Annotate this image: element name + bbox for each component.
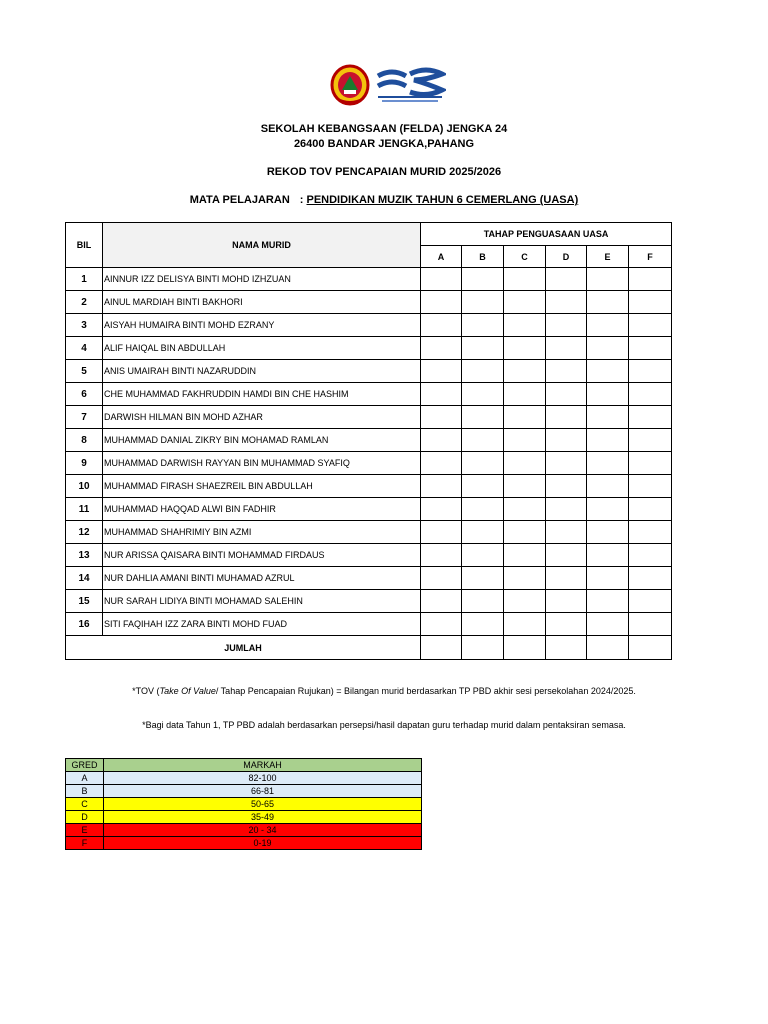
grade-row <box>66 837 422 850</box>
row-number: 12 <box>66 521 103 544</box>
row-number: 3 <box>66 314 103 337</box>
level-cell-c[interactable] <box>504 268 546 291</box>
row-number: 9 <box>66 452 103 475</box>
grade-letter: D <box>66 811 104 824</box>
grade-letter: C <box>66 798 104 811</box>
level-cell-a[interactable] <box>421 452 462 475</box>
level-cell-e[interactable] <box>587 590 629 613</box>
school-address: 26400 BANDAR JENGKA,PAHANG <box>293 138 475 150</box>
table-row <box>66 567 672 590</box>
level-header-e: E <box>587 246 629 268</box>
level-cell-b[interactable] <box>462 475 504 498</box>
level-cell-a[interactable] <box>421 590 462 613</box>
total-cell-a[interactable] <box>421 636 462 660</box>
level-cell-f[interactable] <box>629 406 672 429</box>
subject-label: MATA PELAJARAN <box>189 194 290 206</box>
level-cell-c[interactable] <box>504 452 546 475</box>
level-cell-e[interactable] <box>587 337 629 360</box>
level-cell-b[interactable] <box>462 613 504 636</box>
student-name: NUR SARAH LIDIYA BINTI MOHAMAD SALEHIN <box>103 590 421 613</box>
student-name: ALIF HAIQAL BIN ABDULLAH <box>103 337 421 360</box>
col-bil-header: BIL <box>66 223 103 268</box>
table-row <box>66 613 672 636</box>
table-row <box>66 406 672 429</box>
level-cell-c[interactable] <box>504 521 546 544</box>
ppd-logo-icon <box>374 66 446 106</box>
level-cell-f[interactable] <box>629 383 672 406</box>
level-cell-c[interactable] <box>504 360 546 383</box>
level-cell-b[interactable] <box>462 291 504 314</box>
level-cell-e[interactable] <box>587 429 629 452</box>
record-title: REKOD TOV PENCAPAIAN MURID 2025/2026 <box>266 166 502 178</box>
level-cell-e[interactable] <box>587 498 629 521</box>
row-number: 14 <box>66 567 103 590</box>
level-cell-d[interactable] <box>546 383 587 406</box>
level-cell-a[interactable] <box>421 383 462 406</box>
tov-note-suffix: / Tahap Pencapaian Rujukan) = Bilangan murid berdasarkan TP PBD akhir sesi persekolahan 2024/2025. <box>215 686 636 696</box>
row-number: 8 <box>66 429 103 452</box>
table-row <box>66 498 672 521</box>
level-cell-b[interactable] <box>462 544 504 567</box>
student-name: MUHAMMAD DANIAL ZIKRY BIN MOHAMAD RAMLAN <box>103 429 421 452</box>
level-cell-f[interactable] <box>629 613 672 636</box>
row-number: 15 <box>66 590 103 613</box>
grade-marks: 66-81 <box>104 785 422 798</box>
level-header-c: C <box>504 246 546 268</box>
total-cell-e[interactable] <box>587 636 629 660</box>
total-cell-d[interactable] <box>546 636 587 660</box>
level-cell-f[interactable] <box>629 291 672 314</box>
row-number: 6 <box>66 383 103 406</box>
level-cell-d[interactable] <box>546 613 587 636</box>
level-cell-e[interactable] <box>587 383 629 406</box>
level-cell-e[interactable] <box>587 521 629 544</box>
subject-value: PENDIDIKAN MUZIK TAHUN 6 CEMERLANG (UASA) <box>306 194 579 206</box>
table-row <box>66 314 672 337</box>
level-cell-d[interactable] <box>546 337 587 360</box>
level-cell-c[interactable] <box>504 498 546 521</box>
grade-row <box>66 798 422 811</box>
level-cell-b[interactable] <box>462 268 504 291</box>
grade-marks: 82-100 <box>104 772 422 785</box>
level-cell-f[interactable] <box>629 521 672 544</box>
student-name: AINUL MARDIAH BINTI BAKHORI <box>103 291 421 314</box>
level-cell-a[interactable] <box>421 314 462 337</box>
level-cell-f[interactable] <box>629 314 672 337</box>
grade-marks: 35-49 <box>104 811 422 824</box>
level-cell-b[interactable] <box>462 406 504 429</box>
level-cell-a[interactable] <box>421 337 462 360</box>
level-cell-f[interactable] <box>629 567 672 590</box>
school-name: SEKOLAH KEBANGSAAN (FELDA) JENGKA 24 <box>260 123 508 135</box>
grade-row <box>66 824 422 837</box>
table-row <box>66 383 672 406</box>
level-cell-a[interactable] <box>421 268 462 291</box>
grade-header: GRED <box>66 759 104 772</box>
level-cell-d[interactable] <box>546 429 587 452</box>
level-cell-f[interactable] <box>629 429 672 452</box>
level-cell-d[interactable] <box>546 452 587 475</box>
total-cell-b[interactable] <box>462 636 504 660</box>
level-cell-a[interactable] <box>421 498 462 521</box>
student-name: MUHAMMAD HAQQAD ALWI BIN FADHIR <box>103 498 421 521</box>
table-row <box>66 291 672 314</box>
grade-marks: 50-65 <box>104 798 422 811</box>
student-name: NUR DAHLIA AMANI BINTI MUHAMAD AZRUL <box>103 567 421 590</box>
tov-note-italic: Take Of Value <box>159 686 216 696</box>
table-row <box>66 429 672 452</box>
table-row <box>66 360 672 383</box>
level-cell-a[interactable] <box>421 544 462 567</box>
level-cell-b[interactable] <box>462 383 504 406</box>
tov-note-prefix: *TOV ( <box>132 686 160 696</box>
level-cell-f[interactable] <box>629 498 672 521</box>
level-cell-a[interactable] <box>421 291 462 314</box>
level-cell-b[interactable] <box>462 429 504 452</box>
level-cell-e[interactable] <box>587 291 629 314</box>
col-group-header: TAHAP PENGUASAAN UASA <box>421 223 672 246</box>
level-cell-f[interactable] <box>629 337 672 360</box>
level-header-b: B <box>462 246 504 268</box>
level-cell-e[interactable] <box>587 544 629 567</box>
table-row <box>66 475 672 498</box>
table-row <box>66 452 672 475</box>
grade-row <box>66 785 422 798</box>
level-cell-b[interactable] <box>462 567 504 590</box>
level-cell-d[interactable] <box>546 590 587 613</box>
level-cell-f[interactable] <box>629 475 672 498</box>
level-cell-f[interactable] <box>629 544 672 567</box>
table-row <box>66 337 672 360</box>
level-cell-d[interactable] <box>546 521 587 544</box>
level-cell-a[interactable] <box>421 429 462 452</box>
school-crest-icon <box>330 64 370 106</box>
level-cell-e[interactable] <box>587 360 629 383</box>
level-header-a: A <box>421 246 462 268</box>
total-label: JUMLAH <box>66 636 421 660</box>
level-cell-b[interactable] <box>462 498 504 521</box>
student-name: NUR ARISSA QAISARA BINTI MOHAMMAD FIRDAUS <box>103 544 421 567</box>
level-cell-e[interactable] <box>587 406 629 429</box>
grade-letter: A <box>66 772 104 785</box>
level-cell-d[interactable] <box>546 268 587 291</box>
level-cell-e[interactable] <box>587 452 629 475</box>
row-number: 1 <box>66 268 103 291</box>
level-cell-c[interactable] <box>504 544 546 567</box>
row-number: 7 <box>66 406 103 429</box>
table-row <box>66 268 672 291</box>
grade-letter: E <box>66 824 104 837</box>
level-cell-d[interactable] <box>546 498 587 521</box>
level-header-f: F <box>629 246 672 268</box>
tahun1-note: *Bagi data Tahun 1, TP PBD adalah berdasarkan persepsi/hasil dapatan guru terhadap murid dalam pentaksiran semasa. <box>142 720 626 730</box>
level-cell-a[interactable] <box>421 567 462 590</box>
marks-header: MARKAH <box>104 759 422 772</box>
level-cell-b[interactable] <box>462 314 504 337</box>
level-cell-b[interactable] <box>462 521 504 544</box>
grade-letter: F <box>66 837 104 850</box>
tov-table <box>65 222 672 660</box>
level-cell-b[interactable] <box>462 452 504 475</box>
level-cell-d[interactable] <box>546 314 587 337</box>
row-number: 10 <box>66 475 103 498</box>
col-name-header: NAMA MURID <box>103 223 421 268</box>
row-number: 16 <box>66 613 103 636</box>
level-cell-a[interactable] <box>421 406 462 429</box>
level-cell-c[interactable] <box>504 383 546 406</box>
total-cell-c[interactable] <box>504 636 546 660</box>
level-cell-c[interactable] <box>504 613 546 636</box>
subject-separator: : <box>299 194 304 206</box>
level-cell-b[interactable] <box>462 337 504 360</box>
row-number: 13 <box>66 544 103 567</box>
student-name: MUHAMMAD FIRASH SHAEZREIL BIN ABDULLAH <box>103 475 421 498</box>
student-name: MUHAMMAD DARWISH RAYYAN BIN MUHAMMAD SYAFIQ <box>103 452 421 475</box>
level-cell-f[interactable] <box>629 360 672 383</box>
level-cell-e[interactable] <box>587 475 629 498</box>
student-name: ANIS UMAIRAH BINTI NAZARUDDIN <box>103 360 421 383</box>
level-cell-a[interactable] <box>421 360 462 383</box>
row-number: 4 <box>66 337 103 360</box>
level-cell-f[interactable] <box>629 590 672 613</box>
row-number: 2 <box>66 291 103 314</box>
level-cell-c[interactable] <box>504 429 546 452</box>
grade-row <box>66 772 422 785</box>
level-cell-a[interactable] <box>421 521 462 544</box>
level-cell-d[interactable] <box>546 360 587 383</box>
level-cell-b[interactable] <box>462 360 504 383</box>
student-name: MUHAMMAD SHAHRIMIY BIN AZMI <box>103 521 421 544</box>
level-cell-c[interactable] <box>504 314 546 337</box>
row-number: 5 <box>66 360 103 383</box>
grade-marks: 0-19 <box>104 837 422 850</box>
table-row <box>66 590 672 613</box>
tov-note <box>0 686 768 696</box>
logos <box>330 64 446 108</box>
level-cell-d[interactable] <box>546 544 587 567</box>
table-row <box>66 521 672 544</box>
level-cell-d[interactable] <box>546 567 587 590</box>
level-cell-d[interactable] <box>546 475 587 498</box>
level-cell-f[interactable] <box>629 452 672 475</box>
grade-row <box>66 811 422 824</box>
level-cell-e[interactable] <box>587 268 629 291</box>
level-cell-c[interactable] <box>504 291 546 314</box>
grade-marks: 20 - 34 <box>104 824 422 837</box>
level-cell-c[interactable] <box>504 475 546 498</box>
level-cell-d[interactable] <box>546 406 587 429</box>
grade-table <box>65 758 422 850</box>
level-cell-c[interactable] <box>504 337 546 360</box>
row-number: 11 <box>66 498 103 521</box>
level-cell-c[interactable] <box>504 567 546 590</box>
student-name: CHE MUHAMMAD FAKHRUDDIN HAMDI BIN CHE HASHIM <box>103 383 421 406</box>
level-cell-e[interactable] <box>587 314 629 337</box>
table-row <box>66 544 672 567</box>
level-cell-d[interactable] <box>546 291 587 314</box>
level-cell-b[interactable] <box>462 590 504 613</box>
total-cell-f[interactable] <box>629 636 672 660</box>
student-name: AISYAH HUMAIRA BINTI MOHD EZRANY <box>103 314 421 337</box>
level-cell-c[interactable] <box>504 406 546 429</box>
subject-line <box>0 194 768 206</box>
level-cell-a[interactable] <box>421 613 462 636</box>
student-name: SITI FAQIHAH IZZ ZARA BINTI MOHD FUAD <box>103 613 421 636</box>
level-cell-e[interactable] <box>587 613 629 636</box>
level-cell-a[interactable] <box>421 475 462 498</box>
level-cell-e[interactable] <box>587 567 629 590</box>
level-header-d: D <box>546 246 587 268</box>
level-cell-c[interactable] <box>504 590 546 613</box>
level-cell-f[interactable] <box>629 268 672 291</box>
student-name: DARWISH HILMAN BIN MOHD AZHAR <box>103 406 421 429</box>
grade-letter: B <box>66 785 104 798</box>
student-name: AINNUR IZZ DELISYA BINTI MOHD IZHZUAN <box>103 268 421 291</box>
